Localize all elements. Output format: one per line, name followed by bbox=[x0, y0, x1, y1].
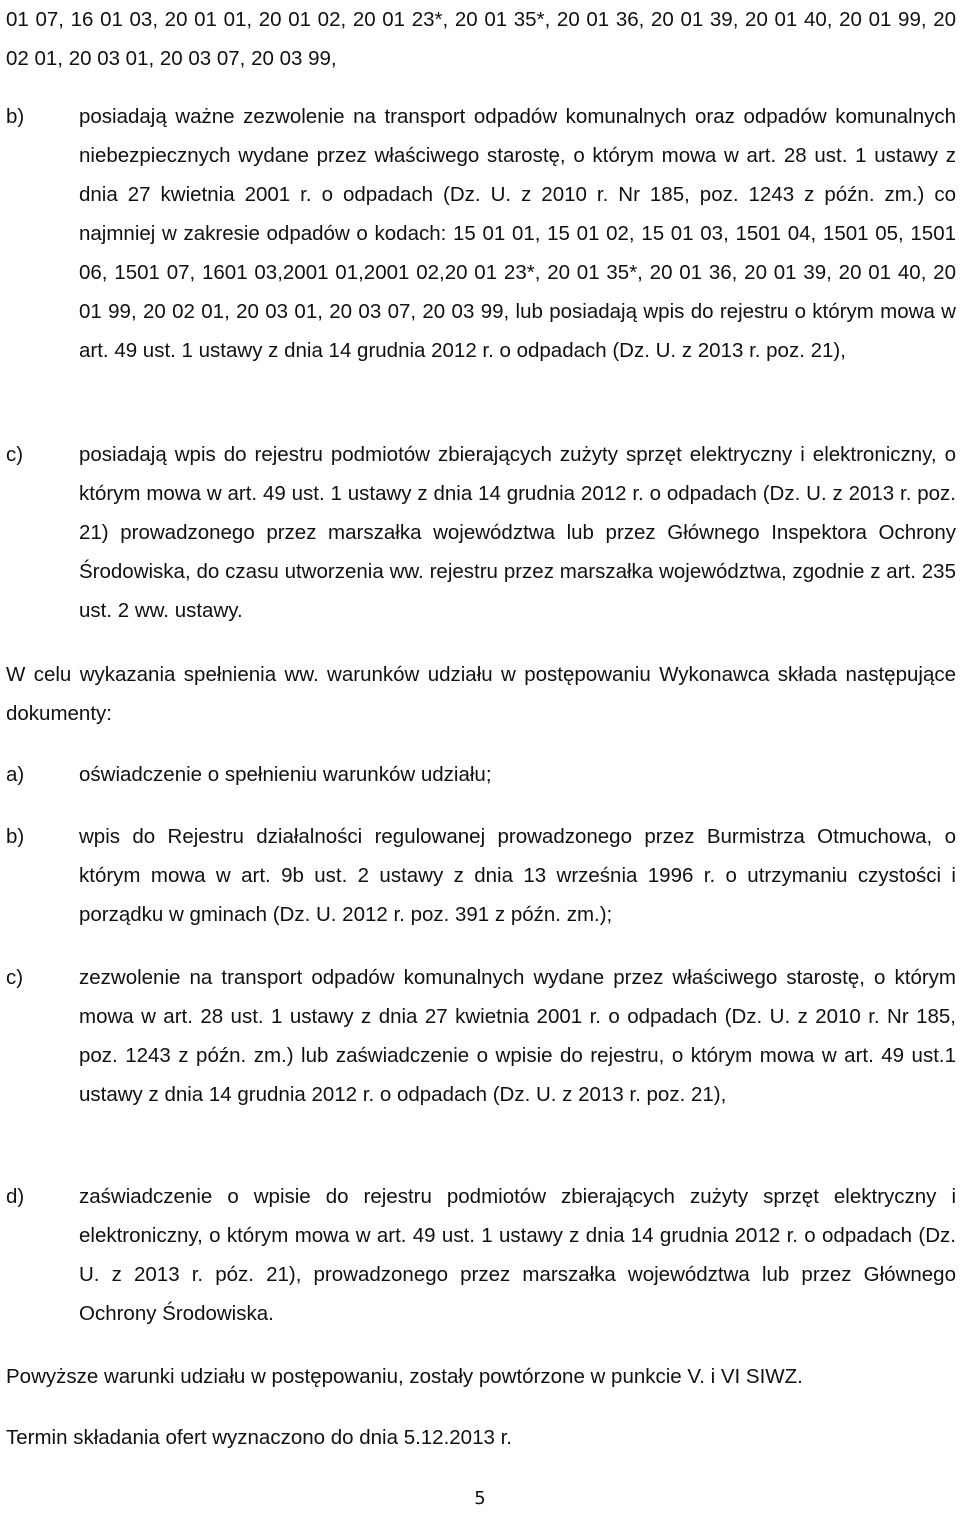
condition-c-marker: c) bbox=[6, 443, 24, 466]
document-item-c bbox=[6, 958, 956, 1114]
condition-b-text: posiadają ważne zezwolenie na transport odpadów komunalnych oraz odpadów komunalnych niebezpiecznych wydane przez właściwego starostę, o którym mowa w art. 28 ust. 1 ustawy z dnia 27 kwietnia 2001 r. o odpadach (Dz. U. z 2010 r. Nr 185, poz. 1243 z późn. zm.) co najmniej w zakresie odpadów o kodach: 15 01 01, 15 01 02, 15 01 03, 1501 04, 1501 05, 1501 06, 1501 07, 1601 03,2001 01,2001 02,20 01 23*, 20 01 35*, 20 01 36, 20 01 39, 20 01 40, 20 01 99, 20 02 01, 20 03 01, 20 03 07, 20 03 99, lub posiadają wpis do rejestru o którym mowa w art. 49 ust. 1 ustawy z dnia 14 grudnia 2012 r. o odpadach (Dz. U. z 2013 r. poz. 21), bbox=[79, 105, 956, 362]
document-item-b-text: wpis do Rejestru działalności regulowanej prowadzonego przez Burmistrza Otmuchowa, o którym mowa w art. 9b ust. 2 ustawy z dnia 13 września 1996 r. o utrzymaniu czystości i porządku w gminach (Dz. U. 2012 r. poz. 391 z późn. zm.); bbox=[79, 825, 956, 926]
document-item-b bbox=[6, 817, 956, 934]
page-number: 5 bbox=[474, 1488, 486, 1509]
condition-b bbox=[6, 97, 956, 370]
documents-intro: W celu wykazania spełnienia ww. warunków udziału w postępowaniu Wykonawca składa następujące dokumenty: bbox=[6, 663, 956, 725]
document-item-b-marker: b) bbox=[6, 825, 25, 848]
document-item-a bbox=[6, 755, 956, 794]
document-item-a-marker: a) bbox=[6, 763, 25, 786]
waste-codes-continuation: 01 07, 16 01 03, 20 01 01, 20 01 02, 20 01 23*, 20 01 35*, 20 01 36, 20 01 39, 20 01 40, 20 01 99, 20 02 01, 20 03 01, 20 03 07, 20 03 99, bbox=[6, 8, 956, 70]
document-item-c-marker: c) bbox=[6, 966, 24, 989]
document-item-d-text: zaświadczenie o wpisie do rejestru podmiotów zbierających zużyty sprzęt elektryczny i elektroniczny, o którym mowa w art. 49 ust. 1 ustawy z dnia 14 grudnia 2012 r. o odpadach (Dz. U. z 2013 r. póz. 21), prowadzonego przez marszałka województwa lub przez Głównego Ochrony Środowiska. bbox=[79, 1185, 956, 1325]
condition-c bbox=[6, 435, 956, 630]
repeated-conditions-note: Powyższe warunki udziału w postępowaniu, zostały powtórzone w punkcie V. i VI SIWZ. bbox=[6, 1365, 803, 1388]
document-item-a-text: oświadczenie o spełnieniu warunków udziału; bbox=[79, 763, 492, 786]
document-item-d bbox=[6, 1177, 956, 1333]
document-item-c-text: zezwolenie na transport odpadów komunalnych wydane przez właściwego starostę, o którym mowa w art. 28 ust. 1 ustawy z dnia 27 kwietnia 2001 r. o odpadach (Dz. U. z 2010 r. Nr 185, poz. 1243 z późn. zm.) lub zaświadczenie o wpisie do rejestru, o którym mowa w art. 49 ust.1 ustawy z dnia 14 grudnia 2012 r. o odpadach (Dz. U. z 2013 r. poz. 21), bbox=[79, 966, 956, 1106]
offer-deadline: Termin składania ofert wyznaczono do dnia 5.12.2013 r. bbox=[6, 1426, 512, 1449]
condition-b-marker: b) bbox=[6, 105, 25, 128]
document-item-d-marker: d) bbox=[6, 1185, 25, 1208]
condition-c-text: posiadają wpis do rejestru podmiotów zbierających zużyty sprzęt elektryczny i elektroniczny, o którym mowa w art. 49 ust. 1 ustawy z dnia 14 grudnia 2012 r. o odpadach (Dz. U. z 2013 r. poz. 21) prowadzonego przez marszałka województwa lub przez Głównego Inspektora Ochrony Środowiska, do czasu utworzenia ww. rejestru przez marszałka województwa, zgodnie z art. 235 ust. 2 ww. ustawy. bbox=[79, 443, 956, 622]
